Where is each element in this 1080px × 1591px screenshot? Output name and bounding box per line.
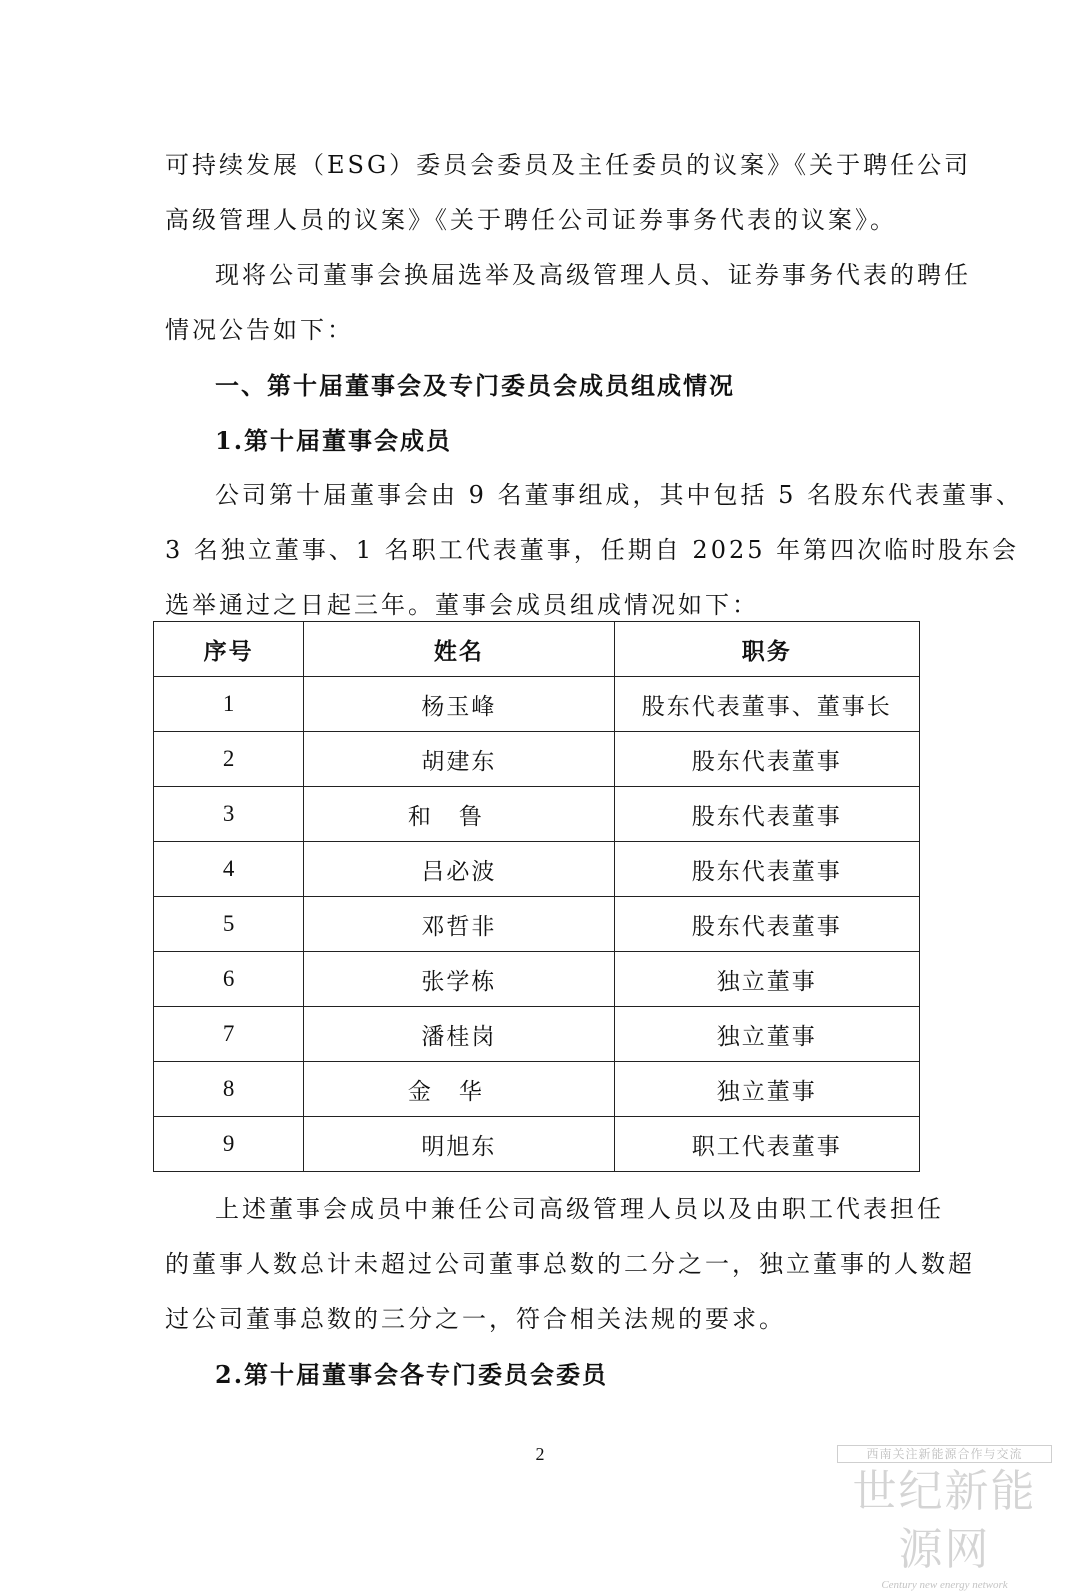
section-heading: 一、第十届董事会及专门委员会成员组成情况	[215, 371, 735, 400]
table-row	[154, 732, 920, 787]
table-row	[154, 952, 920, 1007]
cell-role: 独立董事	[614, 952, 919, 1007]
cell-role: 股东代表董事	[614, 897, 919, 952]
cell-name: 潘桂岗	[304, 1007, 614, 1062]
body-text-line: 现将公司董事会换届选举及高级管理人员、证券事务代表的聘任	[215, 261, 971, 289]
body-text-line: 高级管理人员的议案》《关于聘任公司证券事务代表的议案》。	[165, 206, 897, 234]
table-row	[154, 897, 920, 952]
watermark-title: 世纪新能源网	[852, 1466, 1037, 1575]
body-text-line: 的董事人数总计未超过公司董事总数的二分之一，独立董事的人数超	[165, 1250, 975, 1278]
cell-role: 独立董事	[614, 1007, 919, 1062]
subsection-heading: 1.第十届董事会成员	[215, 426, 453, 455]
cell-no: 1	[154, 677, 304, 732]
cell-no: 5	[154, 897, 304, 952]
table-row	[154, 842, 920, 897]
cell-name: 吕必波	[304, 842, 614, 897]
body-text-line: 情况公告如下：	[165, 316, 354, 344]
cell-name: 金华	[304, 1062, 614, 1117]
cell-role: 职工代表董事	[614, 1117, 919, 1172]
cell-role: 股东代表董事	[614, 787, 919, 842]
cell-no: 3	[154, 787, 304, 842]
table-row	[154, 1062, 920, 1117]
watermark-subtitle: Century new energy network	[881, 1579, 1008, 1591]
cell-role: 股东代表董事	[614, 842, 919, 897]
cell-no: 9	[154, 1117, 304, 1172]
table-header-row	[154, 622, 920, 677]
board-members-table	[153, 621, 920, 1172]
header-name: 姓名	[304, 622, 614, 677]
subsection-heading: 2.第十届董事会各专门委员会委员	[215, 1360, 609, 1389]
cell-name: 明旭东	[304, 1117, 614, 1172]
cell-no: 2	[154, 732, 304, 787]
body-text-line: 上述董事会成员中兼任公司高级管理人员以及由职工代表担任	[215, 1195, 944, 1223]
cell-role: 股东代表董事	[614, 732, 919, 787]
cell-no: 8	[154, 1062, 304, 1117]
watermark-logo	[837, 1445, 1052, 1591]
cell-name: 胡建东	[304, 732, 614, 787]
body-text-line: 可持续发展（ESG）委员会委员及主任委员的议案》《关于聘任公司	[165, 151, 972, 179]
cell-no: 6	[154, 952, 304, 1007]
cell-name: 邓哲非	[304, 897, 614, 952]
cell-name: 张学栋	[304, 952, 614, 1007]
table-row	[154, 1117, 920, 1172]
body-text-line: 3 名独立董事、1 名职工代表董事，任期自 2025 年第四次临时股东会	[165, 536, 1020, 564]
table-row	[154, 787, 920, 842]
cell-name: 杨玉峰	[304, 677, 614, 732]
cell-name: 和鲁	[304, 787, 614, 842]
page-number: 2	[535, 1444, 545, 1464]
cell-no: 7	[154, 1007, 304, 1062]
watermark-tagline: 西南关注新能源合作与交流	[837, 1445, 1052, 1463]
table-row	[154, 677, 920, 732]
body-text-line: 过公司董事总数的三分之一，符合相关法规的要求。	[165, 1305, 786, 1333]
cell-role: 股东代表董事、董事长	[614, 677, 919, 732]
header-no: 序号	[154, 622, 304, 677]
cell-role: 独立董事	[614, 1062, 919, 1117]
header-role: 职务	[614, 622, 919, 677]
body-text-line: 公司第十届董事会由 9 名董事组成，其中包括 5 名股东代表董事、	[215, 481, 1024, 509]
table-row	[154, 1007, 920, 1062]
body-text-line: 选举通过之日起三年。董事会成员组成情况如下：	[165, 591, 759, 619]
cell-no: 4	[154, 842, 304, 897]
